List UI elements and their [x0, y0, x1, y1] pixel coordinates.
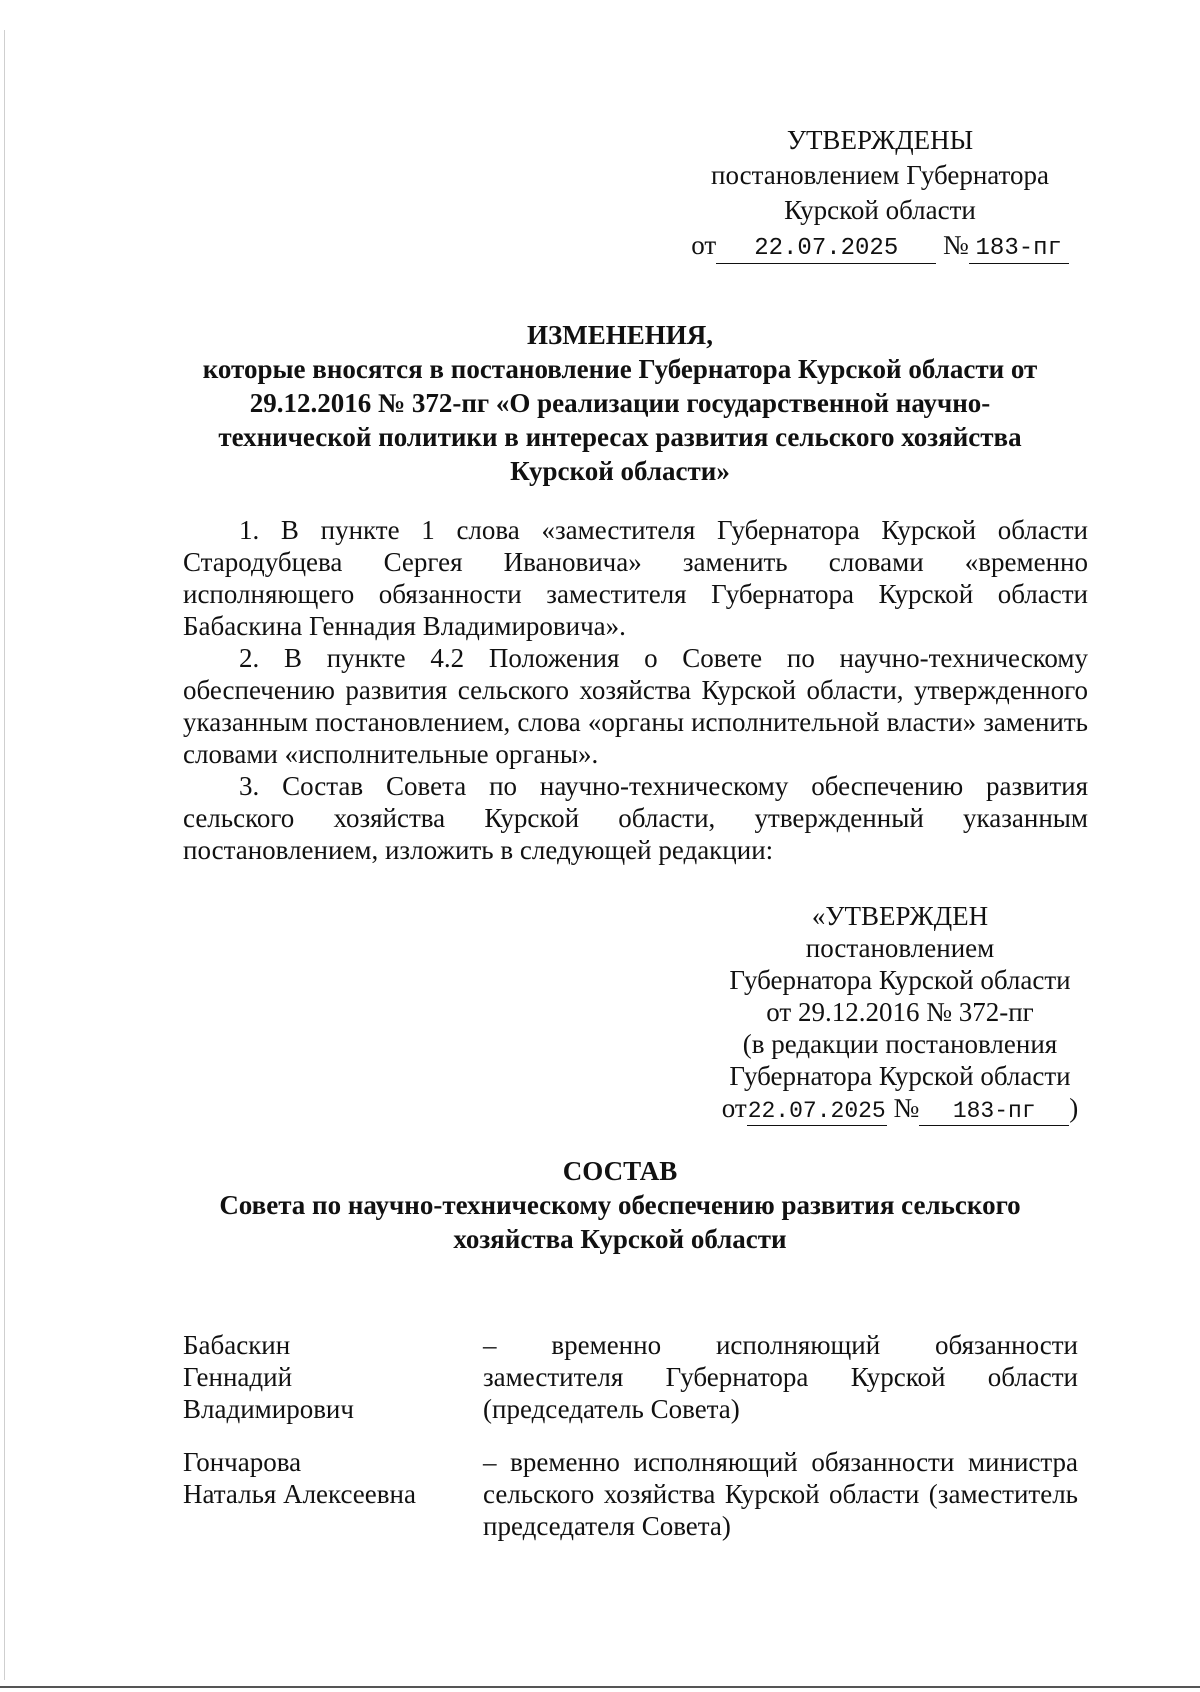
member-role: – временно исполняющий обязанности заместителя Губернатора Курской области (председатель Совета): [483, 1330, 1078, 1424]
heading-line-4: Курской области»: [510, 456, 730, 486]
heading-line-3: технической политики в интересах развития сельского хозяйства: [218, 422, 1022, 452]
approved-line-3: Губернатора Курской области: [729, 965, 1071, 995]
scan-edge-bottom: [0, 1686, 1200, 1688]
approved-number-prefix: №: [893, 1093, 920, 1123]
document-heading: [160, 318, 1080, 488]
approved-number: 183-пг: [919, 1097, 1069, 1126]
approval-title: УТВЕРЖДЕНЫ: [786, 125, 974, 155]
paragraph-3: 3. Состав Совета по научно-техническому обеспечению развития сельского хозяйства Курской области, утвержденный указанным постановлением, изложить в следующей редакции:: [183, 771, 1088, 865]
member-row: [183, 1329, 1078, 1425]
approved-line-6: Губернатора Курской области: [729, 1061, 1071, 1091]
composition-line-2: хозяйства Курской области: [453, 1224, 787, 1254]
approved-date-row: [680, 1092, 1120, 1126]
member-name-line: Наталья Алексеевна: [183, 1479, 416, 1509]
approved-date-prefix: от: [721, 1093, 747, 1123]
members-list: [183, 1329, 1078, 1563]
composition-heading: [160, 1154, 1080, 1256]
member-role: – временно исполняющий обязанности министра сельского хозяйства Курской области (заместитель председателя Совета): [483, 1447, 1078, 1541]
approved-line-4: от 29.12.2016 № 372-пг: [766, 997, 1034, 1027]
approved-date: 22.07.2025: [747, 1098, 886, 1124]
member-name-line: Гончарова: [183, 1447, 302, 1477]
composition-line-1: Совета по научно-техническому обеспечению развития сельского: [219, 1190, 1021, 1220]
approval-line-1: постановлением Губернатора: [711, 160, 1049, 190]
approved-line-2: постановлением: [805, 933, 995, 963]
member-name: [183, 1329, 483, 1425]
approval-date: 22.07.2025: [716, 235, 936, 264]
member-row: [183, 1446, 1078, 1542]
member-name-line: Владимирович: [183, 1394, 354, 1424]
approval-number: 183-пг: [969, 235, 1069, 264]
composition-title: СОСТАВ: [562, 1156, 678, 1186]
member-name-line: Бабаскин: [183, 1330, 291, 1360]
approval-date-prefix: от: [691, 230, 717, 260]
approved-line-5: (в редакции постановления: [742, 1029, 1058, 1059]
approved-line-1: «УТВЕРЖДЕН: [811, 901, 989, 931]
approval-number-prefix: №: [942, 230, 969, 260]
paragraph-2: 2. В пункте 4.2 Положения о Совете по научно-техническому обеспечению развития сельского хозяйства Курской области, утвержденного указанным постановлением, слова «органы исполнительной власти» заменить словами «исполнительные органы».: [183, 643, 1088, 769]
heading-line-2: 29.12.2016 № 372-пг «О реализации государственной научно-: [249, 388, 991, 418]
heading-line-1: которые вносятся в постановление Губернатора Курской области от: [202, 354, 1038, 384]
approved-closing: ): [1069, 1093, 1079, 1123]
document-body: [183, 514, 1088, 866]
member-name-line: Геннадий: [183, 1362, 293, 1392]
approval-line-2: Курской области: [784, 195, 976, 225]
heading-title: ИЗМЕНЕНИЯ,: [526, 320, 713, 350]
member-name: [183, 1446, 483, 1542]
paragraph-1: 1. В пункте 1 слова «заместителя Губернатора Курской области Стародубцева Сергея Ивановича» заменить словами «временно исполняющего обязанности заместителя Губернатора Курской области Бабаскина Геннадия Владимировича».: [183, 515, 1088, 641]
approved-block: [680, 900, 1120, 1126]
scan-edge-left: [4, 30, 5, 1680]
approval-date-row: [600, 228, 1160, 264]
approval-block: [600, 123, 1160, 264]
